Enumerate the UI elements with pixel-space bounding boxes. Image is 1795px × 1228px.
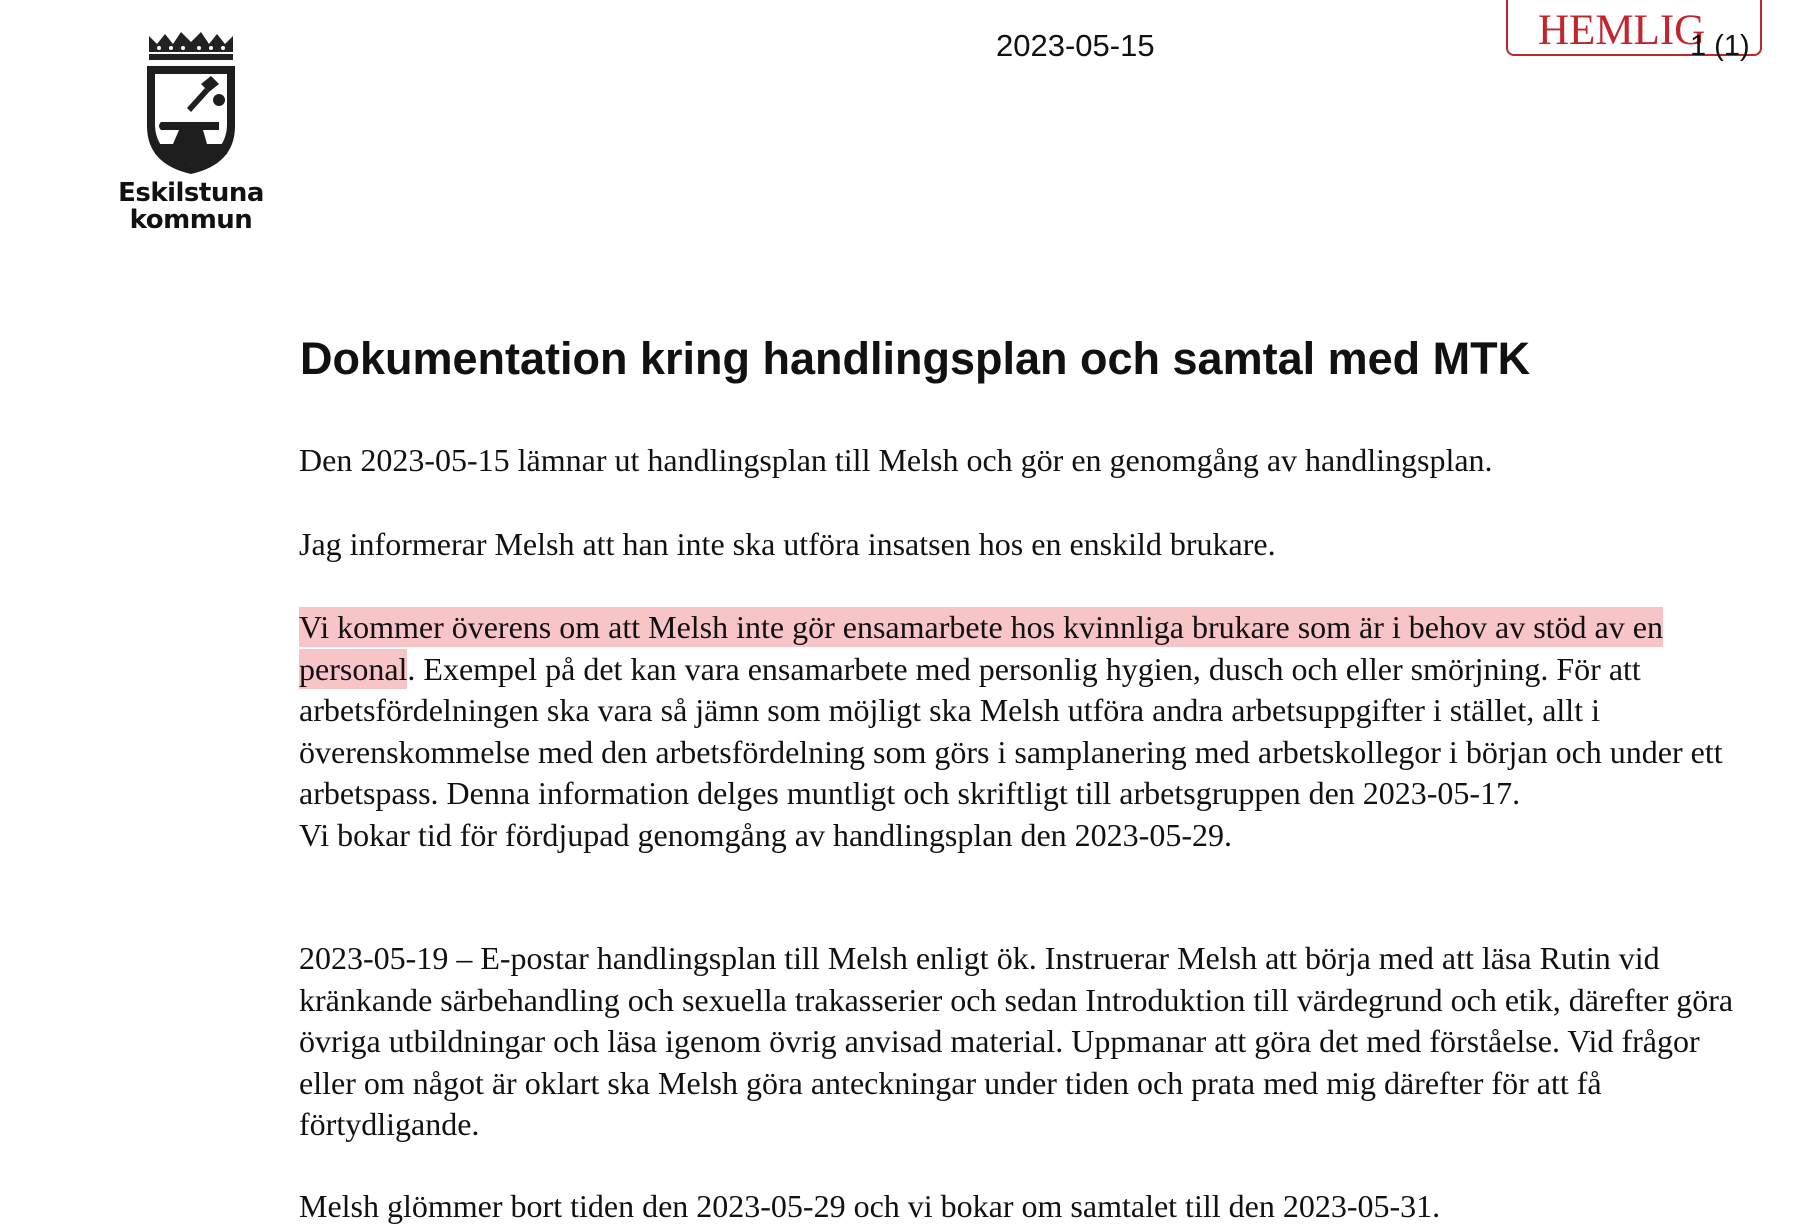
paragraph-1	[299, 440, 1739, 482]
logo-name-line1: Eskilstuna	[118, 178, 264, 208]
eskilstuna-kommun-logo	[118, 26, 264, 234]
paragraph-5	[299, 1186, 1739, 1228]
page-number: 1 (1)	[1690, 30, 1750, 62]
paragraph-2-text: Jag informerar Melsh att han inte ska utföra insatsen hos en enskild brukare.	[299, 526, 1276, 562]
coat-of-arms-icon	[139, 26, 243, 176]
paragraph-3-text	[299, 607, 1739, 815]
paragraph-4	[299, 938, 1739, 1146]
document-date: 2023-05-15	[996, 28, 1155, 63]
paragraph-1-text: Den 2023-05-15 lämnar ut handlingsplan till Melsh och gör en genomgång av handlingsplan.	[299, 442, 1493, 478]
highlighted-text: Vi kommer överens om att Melsh inte gör ensamarbete hos kvinnliga brukare som är i behov av stöd av en personal	[299, 609, 1663, 687]
paragraph-4-text: 2023-05-19 – E-postar handlingsplan till Melsh enligt ök. Instruerar Melsh att börja med att läsa Rutin vid kränkande särbehandling och sexuella trakasserier och sedan Introduktion till värdegrund och etik, därefter göra övriga utbildningar och läsa igenom övrig anvisad material. Uppmanar att göra det med förståelse. Vid frågor eller om något är oklart ska Melsh göra anteckningar under tiden och prata med mig därefter för att få förtydligande.	[299, 940, 1734, 1142]
paragraph-3-rest: . Exempel på det kan vara ensamarbete med personlig hygien, dusch och eller smörjning. För att arbetsfördelningen ska vara så jämn som möjligt ska Melsh utföra andra arbetsuppgifter i stället, allt i överenskommelse med den arbetsfördelning som görs i samplanering med arbetskollegor i början och under ett arbetspass. Denna information delges muntligt och skriftligt till arbetsgruppen den 2023-05-17.	[299, 650, 1723, 811]
paragraph-3	[299, 607, 1739, 856]
document-title: Dokumentation kring handlingsplan och samtal med MTK	[300, 333, 1531, 384]
classification-stamp: HEMLIG	[1538, 7, 1706, 54]
paragraph-5-text: Melsh glömmer bort tiden den 2023-05-29 och vi bokar om samtalet till den 2023-05-31.	[299, 1188, 1441, 1224]
logo-name-line2: kommun	[129, 205, 253, 235]
paragraph-2	[299, 524, 1739, 566]
paragraph-3-line2: Vi bokar tid för fördjupad genomgång av handlingsplan den 2023-05-29.	[299, 816, 1232, 853]
